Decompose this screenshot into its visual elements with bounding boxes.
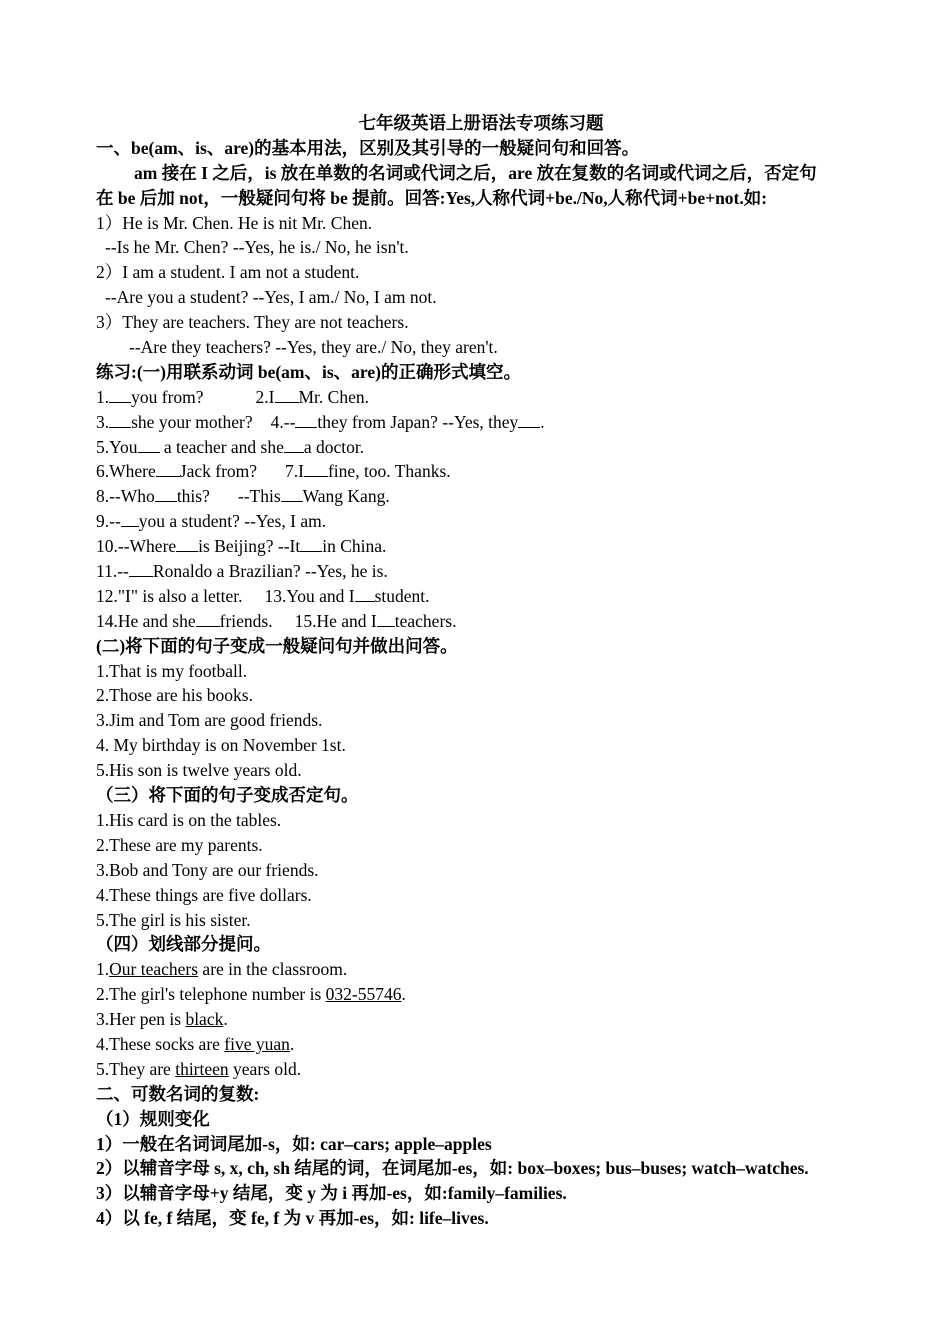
exercise-row: 11.-- Ronaldo a Brazilian? --Yes, he is. [96,561,388,582]
rule-item: 2）以辅音字母 s, x, ch, sh 结尾的词，在词尾加-es，如: box–boxes; bus–buses; watch–watches. [96,1158,809,1179]
exercise-item: 4.These socks are five yuan. [96,1033,295,1054]
rule-item: 1）一般在名词词尾加-s，如: car–cars; apple–apples [96,1133,492,1154]
answer-blank[interactable] [121,510,139,527]
subsection-heading: （1）规则变化 [96,1108,210,1129]
answer-blank[interactable] [300,535,322,552]
underlined-part: five yuan [224,1033,290,1054]
exercise-row: 8.--Who this? --This Wang Kang. [96,486,390,507]
practice-4-heading: （四）划线部分提问。 [96,934,271,955]
exercise-item: 1.Our teachers are in the classroom. [96,959,348,980]
rule-item: 4）以 fe, f 结尾，变 fe, f 为 v 再加-es，如: life–lives. [96,1208,489,1229]
exercise-item: 4.These things are five dollars. [96,884,312,905]
exercise-item: 2.These are my parents. [96,834,263,855]
rule-item: 3）以辅音字母+y 结尾，变 y 为 i 再加-es，如:family–families. [96,1183,567,1204]
answer-blank[interactable] [155,485,177,502]
answer-blank[interactable] [281,485,303,502]
exercise-row: 9.-- you a student? --Yes, I am. [96,511,327,532]
exercise-item: 2.Those are his books. [96,685,253,706]
document-page [96,111,866,1231]
underlined-part: black [185,1009,224,1030]
exercise-row: 1. you from? 2.I Mr. Chen. [96,386,369,407]
answer-blank[interactable] [275,386,299,403]
section-1-heading: 一、be(am、is、are)的基本用法，区别及其引导的一般疑问句和回答。 [96,137,640,158]
answer-blank[interactable] [355,585,375,602]
answer-blank[interactable] [284,436,304,453]
exercise-item: 5.His son is twelve years old. [96,760,302,781]
rule-text: 在 be 后加 not，一般疑问句将 be 提前。回答:Yes,人称代词+be./No,人称代词+be+not.如: [96,187,768,208]
answer-blank[interactable] [156,460,180,477]
answer-blank[interactable] [176,535,198,552]
answer-blank[interactable] [377,610,395,627]
example-dialogue: --Is he Mr. Chen? --Yes, he is./ No, he isn't. [105,237,409,258]
exercise-row: 12."I" is also a letter. 13.You and I student. [96,585,430,606]
exercise-item: 2.The girl's telephone number is 032-55746. [96,984,406,1005]
exercise-item: 1.His card is on the tables. [96,809,282,830]
exercise-row: 14.He and she friends. 15.He and I teachers. [96,610,457,631]
exercise-item: 4. My birthday is on November 1st. [96,735,346,756]
answer-blank[interactable] [109,411,131,428]
exercise-row: 5.You a teacher and she a doctor. [96,436,365,457]
answer-blank[interactable] [196,610,220,627]
answer-blank[interactable] [109,386,131,403]
exercise-item: 5.The girl is his sister. [96,909,251,930]
exercise-item: 3.Bob and Tony are our friends. [96,859,319,880]
example-sentence: 1）He is Mr. Chen. He is nit Mr. Chen. [96,212,373,233]
answer-blank[interactable] [518,411,540,428]
exercise-item: 3.Jim and Tom are good friends. [96,710,323,731]
answer-blank[interactable] [304,460,328,477]
page-title: 七年级英语上册语法专项练习题 [358,113,604,133]
example-sentence: 3）They are teachers. They are not teachers. [96,312,409,333]
example-dialogue: --Are you a student? --Yes, I am./ No, I am not. [105,287,437,308]
section-2-heading: 二、可数名词的复数: [96,1083,260,1104]
exercise-row: 6.Where Jack from? 7.I fine, too. Thanks. [96,461,451,482]
exercise-item: 3.Her pen is black. [96,1009,228,1030]
exercise-row: 3. she your mother? 4.-- they from Japan? --Yes, they . [96,411,545,432]
exercise-item: 1.That is my football. [96,660,248,681]
exercise-row: 10.--Where is Beijing? --It in China. [96,536,387,557]
example-dialogue: --Are they teachers? --Yes, they are./ No, they aren't. [129,337,498,358]
rule-text: am 接在 I 之后，is 放在单数的名词或代词之后，are 放在复数的名词或代词之后，否定句 [134,162,817,183]
practice-1-heading: 练习:(一)用联系动词 be(am、is、are)的正确形式填空。 [96,361,521,382]
underlined-part: 032-55746 [325,984,402,1005]
answer-blank[interactable] [138,436,160,453]
example-sentence: 2）I am a student. I am not a student. [96,262,360,283]
practice-3-heading: （三）将下面的句子变成否定句。 [96,785,359,806]
answer-blank[interactable] [129,560,153,577]
answer-blank[interactable] [295,411,317,428]
practice-2-heading: (二)将下面的句子变成一般疑问句并做出问答。 [96,635,458,656]
underlined-part: Our teachers [109,959,199,980]
exercise-item: 5.They are thirteen years old. [96,1058,302,1079]
underlined-part: thirteen [175,1058,229,1079]
